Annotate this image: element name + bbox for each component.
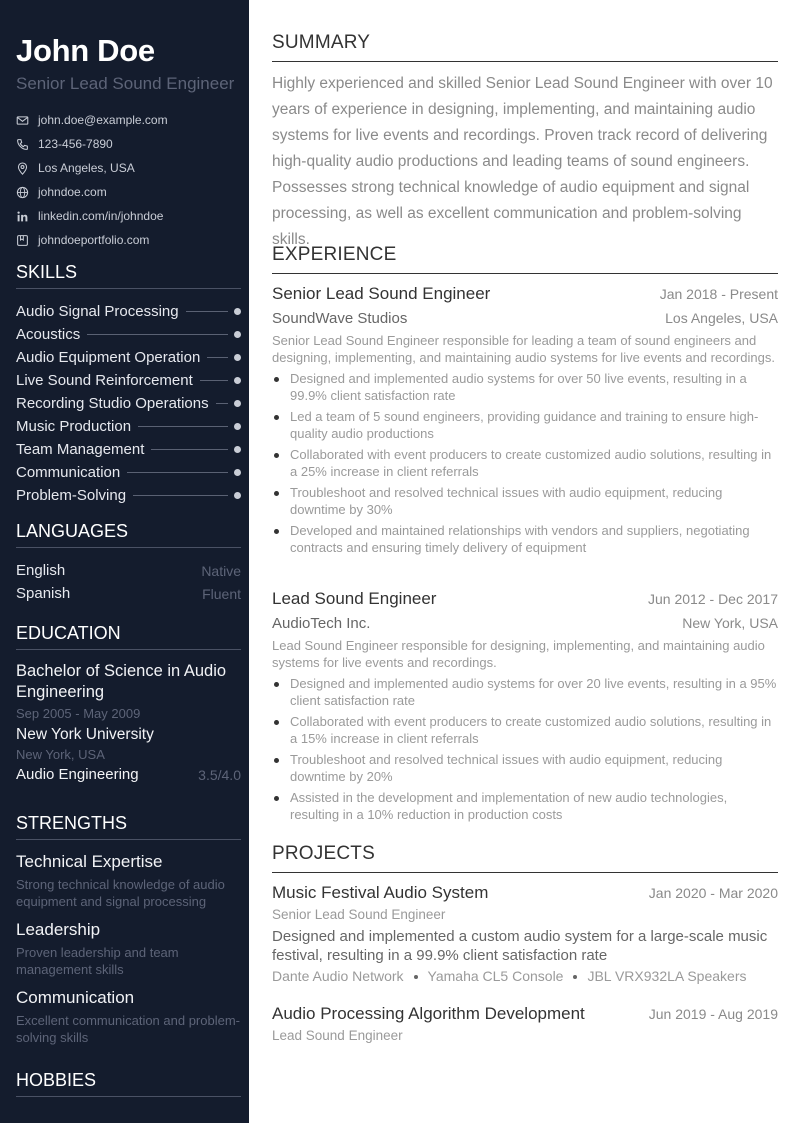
list-item: Designed and implemented audio systems for over 50 live events, resulting in a 99.9% client satisfaction rate	[272, 370, 778, 404]
email-icon	[16, 114, 29, 127]
contact-email[interactable]	[16, 108, 240, 132]
job-title-row	[272, 589, 778, 609]
job-company-row	[272, 304, 778, 327]
language-level: Fluent	[202, 585, 241, 602]
contact-location-text: Los Angeles, USA	[38, 161, 135, 175]
job-company: AudioTech Inc.	[272, 615, 371, 632]
linkedin-icon	[16, 210, 29, 223]
list-item: Troubleshoot and resolved technical issues with audio equipment, reducing downtime by 20%	[272, 751, 778, 785]
education-location: New York, USA	[16, 747, 105, 762]
education-school: New York University	[16, 726, 154, 743]
list-item: Collaborated with event producers to create customized audio solutions, resulting in a 15% increase in client referrals	[272, 713, 778, 747]
skill-label: Acoustics	[16, 326, 81, 343]
skill-divider	[138, 426, 228, 427]
job-achievements	[272, 675, 778, 823]
skill-dot	[234, 377, 241, 384]
language-name: Spanish	[16, 585, 71, 602]
project-title: Music Festival Audio System	[272, 883, 489, 902]
skill-label: Team Management	[16, 441, 145, 458]
skill-divider	[151, 449, 228, 450]
summary-text: Highly experienced and skilled Senior Lead Sound Engineer with over 10 years of experience in designing, implementing, and maintaining audio systems for live events and recordings. Proven track record of delivering high-quality audio productions and leading teams of sound engineers. Possesses strong technical knowledge of audio equipment and signal processing, as well as excellent communication and problem-solving skills.	[272, 75, 773, 248]
skill-divider	[186, 311, 228, 312]
strength-item	[16, 920, 241, 978]
project-title-row	[272, 1004, 778, 1024]
strength-description: Proven leadership and team management skills	[16, 945, 179, 977]
skill-item	[16, 369, 241, 392]
summary-heading: SUMMARY	[272, 32, 778, 62]
skill-item	[16, 415, 241, 438]
strengths-heading: STRENGTHS	[16, 813, 241, 840]
skill-label: Recording Studio Operations	[16, 395, 209, 412]
job-dates: Jun 2012 - Dec 2017	[648, 591, 778, 607]
hobbies-heading: HOBBIES	[16, 1070, 241, 1097]
skill-dot	[234, 354, 241, 361]
contact-portfolio[interactable]	[16, 228, 240, 252]
job-location: New York, USA	[682, 615, 778, 631]
strengths-list	[16, 852, 241, 1056]
skill-item	[16, 461, 241, 484]
skill-label: Communication	[16, 464, 121, 481]
contact-portfolio-text: johndoeportfolio.com	[38, 233, 150, 247]
phone-icon	[16, 138, 29, 151]
skill-dot	[234, 423, 241, 430]
skill-dot	[234, 331, 241, 338]
education-field: Audio Engineering	[16, 766, 139, 783]
candidate-role: Senior Lead Sound Engineer	[16, 74, 235, 93]
job-location: Los Angeles, USA	[665, 310, 778, 326]
contact-linkedin-text: linkedin.com/in/johndoe	[38, 209, 164, 223]
project-tag: Yamaha CL5 Console	[427, 968, 564, 984]
contact-linkedin[interactable]	[16, 204, 240, 228]
contact-website-text: johndoe.com	[38, 185, 107, 199]
strength-description: Strong technical knowledge of audio equipment and signal processing	[16, 877, 225, 909]
strength-title: Leadership	[16, 920, 101, 939]
project-title: Audio Processing Algorithm Development	[272, 1004, 585, 1023]
skill-item	[16, 484, 241, 507]
education-dates: Sep 2005 - May 2009	[16, 706, 141, 721]
main-content	[272, 0, 778, 1123]
skill-dot	[234, 308, 241, 315]
projects-heading: PROJECTS	[272, 843, 778, 873]
skill-divider	[87, 334, 228, 335]
list-item: Collaborated with event producers to create customized audio solutions, resulting in a 25% increase in client referrals	[272, 446, 778, 480]
language-level: Native	[201, 562, 241, 579]
skill-dot	[234, 492, 241, 499]
job-description: Lead Sound Engineer responsible for designing, implementing, and maintaining audio systems for live events and recordings.	[272, 638, 765, 670]
education-entry	[16, 661, 241, 783]
language-name: English	[16, 562, 66, 579]
candidate-name: John Doe	[16, 33, 155, 68]
project-entry	[272, 883, 778, 984]
location-icon	[16, 162, 29, 175]
tag-separator	[573, 975, 577, 979]
education-field-row	[16, 766, 241, 783]
contact-phone-text: 123-456-7890	[38, 137, 113, 151]
skill-label: Audio Equipment Operation	[16, 349, 201, 366]
job-entry	[272, 284, 778, 560]
contact-location	[16, 156, 240, 180]
skills-heading: SKILLS	[16, 262, 241, 289]
sidebar	[0, 0, 249, 1123]
education-degree: Bachelor of Science in Audio Engineering	[16, 662, 227, 701]
skill-divider	[200, 380, 228, 381]
strength-title: Communication	[16, 988, 135, 1007]
skill-divider	[127, 472, 228, 473]
strength-item	[16, 852, 241, 910]
education-heading: EDUCATION	[16, 623, 241, 650]
contact-phone[interactable]	[16, 132, 240, 156]
project-title-row	[272, 883, 778, 903]
skill-item	[16, 323, 241, 346]
job-dates: Jan 2018 - Present	[659, 286, 778, 302]
skill-label: Music Production	[16, 418, 132, 435]
job-description: Senior Lead Sound Engineer responsible for leading a team of sound engineers and designing, implementing, and maintaining audio systems for live events and recordings.	[272, 333, 775, 365]
language-item	[16, 559, 241, 582]
list-item: Designed and implemented audio systems for over 20 live events, resulting in a 95% client satisfaction rate	[272, 675, 778, 709]
skill-item	[16, 438, 241, 461]
job-title: Senior Lead Sound Engineer	[272, 284, 491, 303]
skill-dot	[234, 469, 241, 476]
skill-item	[16, 392, 241, 415]
project-description: Designed and implemented a custom audio system for a large-scale music festival, resulting in a 99.9% client satisfaction rate	[272, 928, 768, 964]
job-achievements	[272, 370, 778, 556]
skill-divider	[133, 495, 228, 496]
strength-item	[16, 988, 241, 1046]
skill-dot	[234, 446, 241, 453]
project-entry	[272, 1004, 778, 1043]
contact-email-text: john.doe@example.com	[38, 113, 168, 127]
languages-list	[16, 559, 241, 605]
strength-title: Technical Expertise	[16, 852, 163, 871]
languages-heading: LANGUAGES	[16, 521, 241, 548]
project-role: Senior Lead Sound Engineer	[272, 907, 446, 922]
skill-label: Audio Signal Processing	[16, 303, 179, 320]
project-dates: Jan 2020 - Mar 2020	[648, 885, 778, 901]
skill-divider	[207, 357, 228, 358]
language-item	[16, 582, 241, 605]
project-role: Lead Sound Engineer	[272, 1028, 403, 1043]
globe-icon	[16, 186, 29, 199]
skill-item	[16, 346, 241, 369]
project-dates: Jun 2019 - Aug 2019	[648, 1006, 778, 1022]
job-title: Lead Sound Engineer	[272, 589, 437, 608]
project-tag: Dante Audio Network	[272, 968, 404, 984]
contact-list	[16, 108, 240, 252]
job-title-row	[272, 284, 778, 304]
project-tag: JBL VRX932LA Speakers	[587, 968, 747, 984]
education-gpa: 3.5/4.0	[198, 766, 241, 783]
contact-website[interactable]	[16, 180, 240, 204]
skill-dot	[234, 400, 241, 407]
list-item: Developed and maintained relationships with vendors and suppliers, negotiating contracts and ensuring timely delivery of equipment	[272, 522, 778, 556]
skills-list	[16, 300, 241, 507]
list-item: Assisted in the development and implementation of new audio technologies, resulting in a 10% reduction in production costs	[272, 789, 778, 823]
skill-divider	[216, 403, 228, 404]
skill-item	[16, 300, 241, 323]
job-company-row	[272, 609, 778, 632]
portfolio-icon	[16, 234, 29, 247]
tag-separator	[414, 975, 418, 979]
list-item: Led a team of 5 sound engineers, providing guidance and training to ensure high-quality audio productions	[272, 408, 778, 442]
job-entry	[272, 589, 778, 827]
project-tags	[272, 968, 778, 984]
job-company: SoundWave Studios	[272, 310, 408, 327]
skill-label: Problem-Solving	[16, 487, 127, 504]
experience-heading: EXPERIENCE	[272, 244, 778, 274]
skill-label: Live Sound Reinforcement	[16, 372, 193, 389]
list-item: Troubleshoot and resolved technical issues with audio equipment, reducing downtime by 30%	[272, 484, 778, 518]
strength-description: Excellent communication and problem-solving skills	[16, 1013, 240, 1045]
